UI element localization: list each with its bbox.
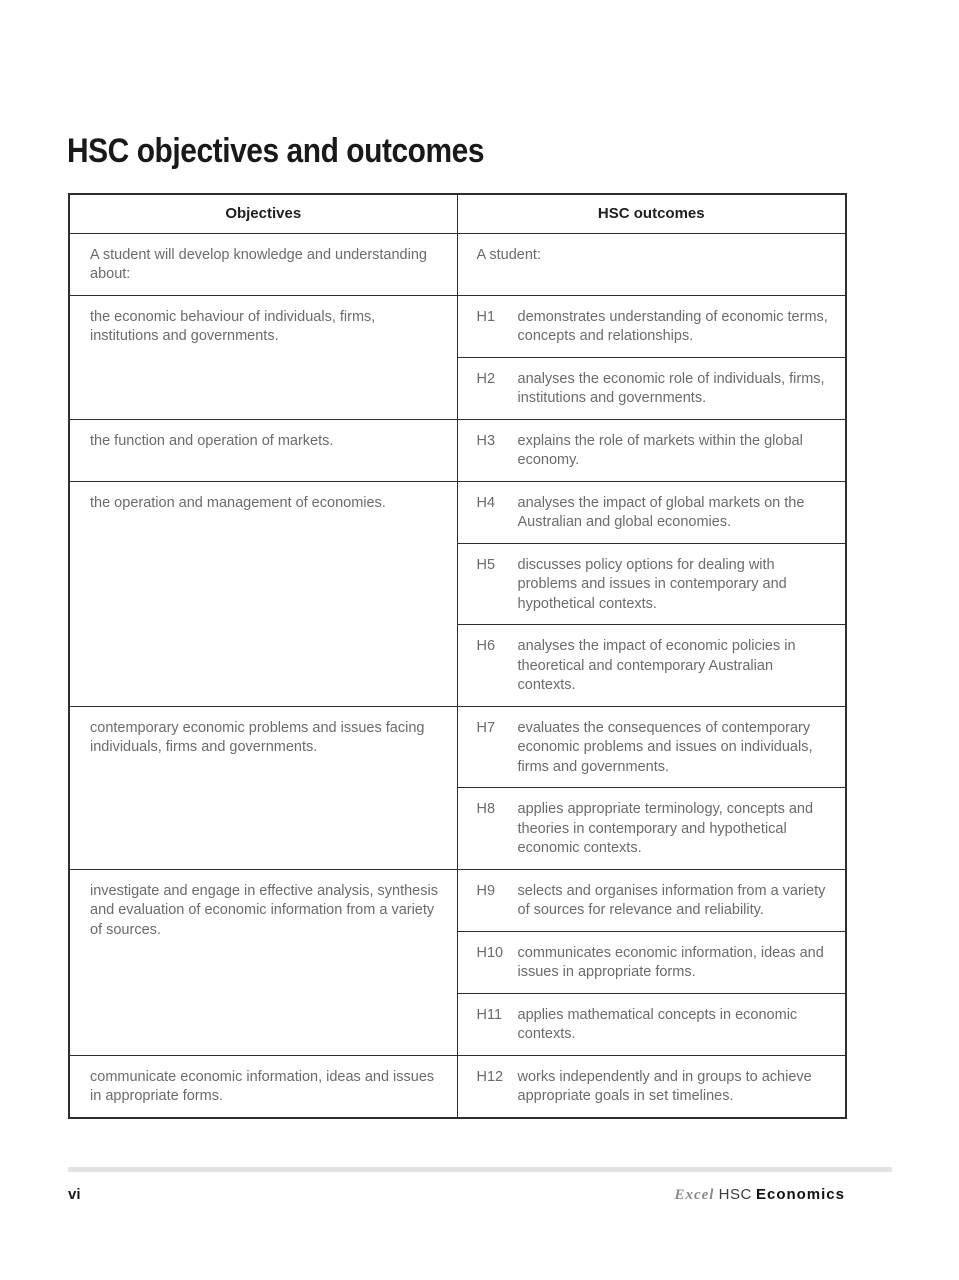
intro-objective-cell: A student will develop knowledge and understanding about: [69, 233, 457, 295]
outcome-code: H7 [476, 719, 496, 736]
column-header-hsc-outcomes: HSC outcomes [457, 194, 846, 233]
column-header-objectives: Objectives [69, 194, 457, 233]
page-number: vi [68, 1186, 81, 1203]
objective-cell: contemporary economic problems and issues facing individuals, firms and governments. [69, 706, 457, 869]
outcome-cell [457, 931, 846, 993]
objective-cell: the operation and management of economies. [69, 481, 457, 706]
outcome-cell [457, 419, 846, 481]
outcome-text: explains the role of markets within the global economy. [517, 432, 803, 468]
outcome-code: H6 [476, 638, 496, 654]
objectives-outcomes-table [68, 193, 847, 1119]
outcome-cell [457, 357, 846, 419]
objective-cell: the economic behaviour of individuals, firms, institutions and governments. [69, 295, 457, 419]
objective-cell: the function and operation of markets. [69, 419, 457, 481]
outcome-cell [457, 993, 846, 1055]
outcome-code: H12 [476, 1068, 504, 1085]
outcome-cell [457, 869, 846, 931]
brand-hsc: HSC [718, 1186, 752, 1203]
book-brand [674, 1186, 845, 1204]
outcome-cell [457, 481, 846, 543]
table-row [69, 869, 846, 931]
outcome-cell [457, 543, 846, 625]
brand-excel: Excel [674, 1187, 715, 1203]
outcome-text: analyses the impact of economic policies in theoretical and contemporary Australian contexts. [517, 638, 796, 693]
outcome-code: H5 [476, 556, 496, 573]
table-row [69, 295, 846, 357]
outcome-text: analyses the economic role of individuals, firms, institutions and governments. [517, 370, 825, 406]
outcome-cell [457, 625, 846, 707]
outcome-text: works independently and in groups to achieve appropriate goals in set timelines. [517, 1068, 812, 1104]
brand-economics: Economics [755, 1186, 845, 1203]
intro-outcome-cell [457, 233, 846, 295]
outcome-code: H1 [476, 308, 496, 325]
outcome-code: H9 [476, 882, 496, 899]
table-row [69, 419, 846, 481]
page-title: HSC objectives and outcomes [67, 132, 485, 170]
outcome-cell [457, 706, 846, 788]
outcome-cell [457, 788, 846, 870]
table-row [69, 233, 846, 295]
outcome-code: H11 [476, 1006, 503, 1023]
table-header-row [69, 194, 846, 233]
table-row [69, 481, 846, 543]
outcome-code: H8 [476, 801, 496, 817]
outcome-code: H3 [476, 432, 496, 449]
intro-outcome-text: A student: [476, 246, 541, 263]
table-row [69, 1055, 846, 1118]
outcome-code: H2 [476, 370, 496, 387]
outcome-text: selects and organises information from a variety of sources for relevance and reliability. [517, 882, 826, 918]
outcome-cell [457, 1055, 846, 1118]
outcome-text: communicates economic information, ideas and issues in appropriate forms. [517, 944, 824, 980]
outcome-text: applies appropriate terminology, concepts and theories in contemporary and hypothetical economic contexts. [517, 801, 814, 856]
outcome-text: applies mathematical concepts in economic contexts. [517, 1006, 798, 1042]
objective-cell: investigate and engage in effective analysis, synthesis and evaluation of economic information from a variety of sources. [69, 869, 457, 1055]
outcome-code: H10 [476, 944, 504, 961]
table-row [69, 706, 846, 788]
outcome-text: demonstrates understanding of economic terms, concepts and relationships. [517, 308, 828, 344]
footer-divider [68, 1167, 892, 1172]
outcome-cell [457, 295, 846, 357]
objective-cell: communicate economic information, ideas and issues in appropriate forms. [69, 1055, 457, 1118]
outcome-text: evaluates the consequences of contemporary economic problems and issues on individuals, firms and governments. [517, 719, 813, 775]
outcome-text: analyses the impact of global markets on the Australian and global economies. [517, 494, 805, 530]
outcome-text: discusses policy options for dealing with problems and issues in contemporary and hypothetical contexts. [517, 556, 787, 612]
outcome-code: H4 [476, 494, 496, 511]
